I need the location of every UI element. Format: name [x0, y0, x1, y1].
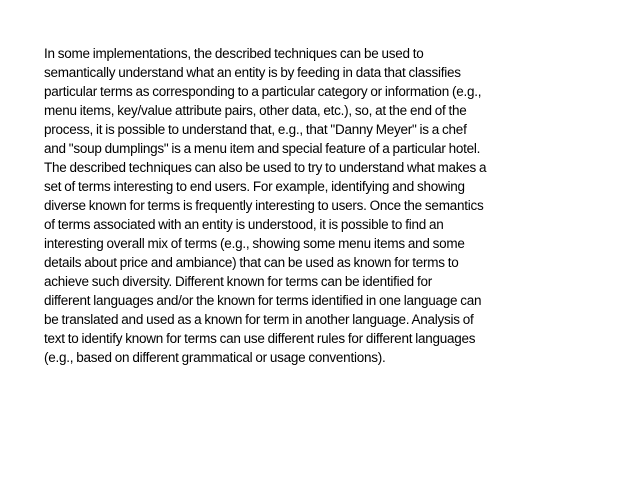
paragraph-line: semantically understand what an entity is by feeding in data that classifies — [44, 65, 461, 80]
paragraph-line: The described techniques can also be used to try to understand what makes a — [44, 160, 487, 175]
paragraph-line: be translated and used as a known for term in another language. Analysis of — [44, 312, 474, 327]
paragraph-line: interesting overall mix of terms (e.g., showing some menu items and some — [44, 236, 465, 251]
paragraph-line: of terms associated with an entity is understood, it is possible to find an — [44, 217, 444, 232]
paragraph-line: (e.g., based on different grammatical or usage conventions). — [44, 350, 386, 365]
paragraph-line: diverse known for terms is frequently interesting to users. Once the semantics — [44, 198, 484, 213]
paragraph-line: process, it is possible to understand that, e.g., that "Danny Meyer" is a chef — [44, 122, 467, 137]
paragraph-line: particular terms as corresponding to a particular category or information (e.g., — [44, 84, 482, 99]
paragraph-line: text to identify known for terms can use different rules for different languages — [44, 331, 476, 346]
paragraph-line: menu items, key/value attribute pairs, other data, etc.), so, at the end of the — [44, 103, 467, 118]
paragraph-line: details about price and ambiance) that can be used as known for terms to — [44, 255, 459, 270]
body-paragraph — [44, 44, 564, 367]
paragraph-line: different languages and/or the known for terms identified in one language can — [44, 293, 482, 308]
paragraph-line: and "soup dumplings" is a menu item and special feature of a particular hotel. — [44, 141, 481, 156]
paragraph-line: In some implementations, the described techniques can be used to — [44, 46, 424, 61]
paragraph-line: achieve such diversity. Different known for terms can be identified for — [44, 274, 432, 289]
paragraph-line: set of terms interesting to end users. For example, identifying and showing — [44, 179, 465, 194]
